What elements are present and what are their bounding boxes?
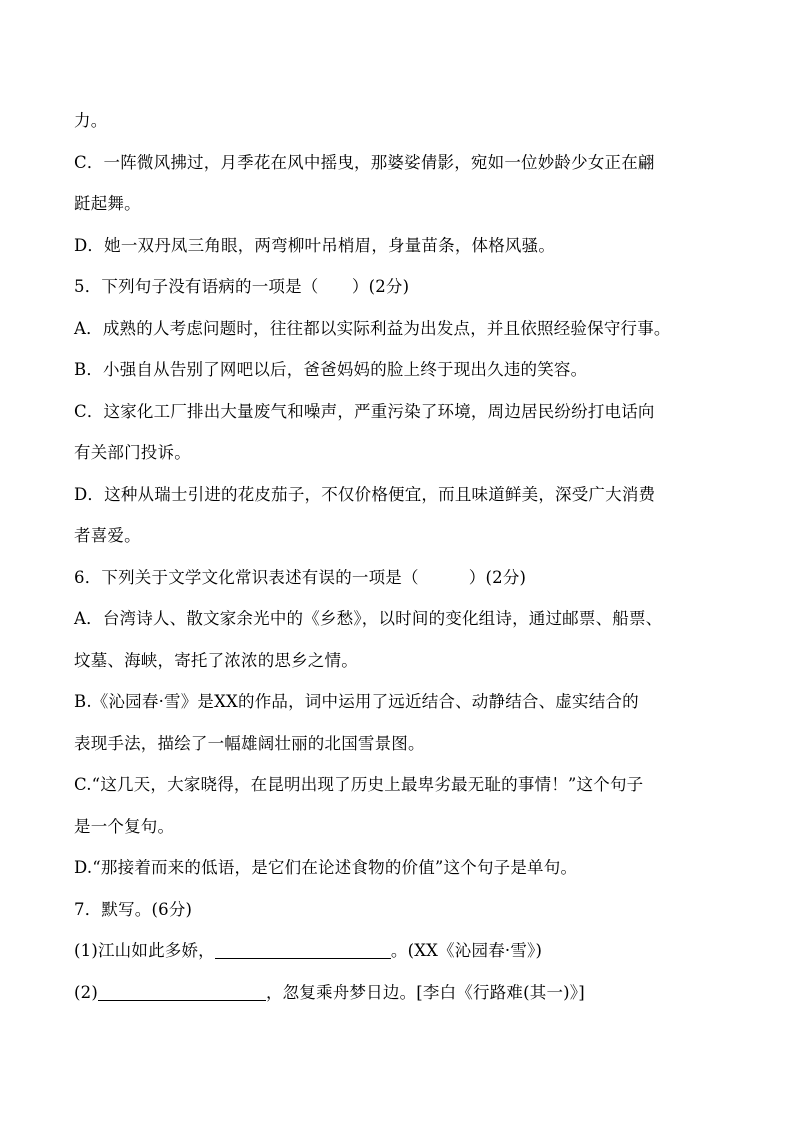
text-line: 表现手法，描绘了一幅雄阔壮丽的北国雪景图。 — [74, 733, 425, 753]
option-c-q6: C.“这几天，大家晓得，在昆明出现了历史上最卑劣最无耻的事情！”这个句子 — [74, 775, 644, 794]
text-line: 力。 — [74, 111, 108, 130]
text-line: 是一个复句。 — [74, 816, 175, 836]
option-d-q4: D．她一双丹凤三角眼，两弯柳叶吊梢眉，身量苗条，体格风骚。 — [74, 235, 556, 255]
text-line: 有关部门投诉。 — [74, 443, 191, 462]
question-7: 7．默写。(6分) — [74, 899, 193, 919]
text-line: 者喜爱。 — [74, 526, 141, 545]
option-b-q5: B．小强自从告别了网吧以后，爸爸妈妈的脸上终于现出久违的笑容。 — [74, 360, 588, 379]
fill-in-prefix: (2) — [74, 982, 98, 1002]
text-line: 坟墓、海峡，寄托了浓浓的思乡之情。 — [74, 650, 358, 670]
fill-in-suffix: ，忽复乘舟梦日边。[李白《行路难(其一)》] — [265, 982, 585, 1002]
fill-in-suffix: 。(XX《沁园春·雪》) — [390, 941, 543, 960]
document-page — [74, 100, 734, 1013]
fill-in-prefix: (1)江山如此多娇， — [74, 941, 215, 960]
question-6: 6．下列关于文学文化常识表述有误的一项是（ ）(2分) — [74, 567, 527, 587]
option-c-q5: C．这家化工厂排出大量废气和噪声，严重污染了环境，周边居民纷纷打电话向 — [74, 401, 655, 421]
text-line: 跹起舞。 — [74, 194, 141, 213]
answer-blank[interactable] — [215, 940, 391, 959]
option-a-q5: A．成熟的人考虑问题时，往往都以实际利益为出发点，并且依照经验保守行事。 — [74, 318, 671, 338]
question-5: 5．下列句子没有语病的一项是（ ）(2分) — [74, 277, 410, 296]
fill-in-item-1 — [74, 930, 734, 972]
option-d-q5: D．这种从瑞士引进的花皮茄子，不仅价格便宜，而且味道鲜美，深受广大消费 — [74, 484, 656, 504]
answer-blank[interactable] — [98, 982, 266, 1001]
option-a-q6: A．台湾诗人、散文家余光中的《乡愁》，以时间的变化组诗，通过邮票、船票、 — [74, 609, 663, 628]
fill-in-item-2 — [74, 972, 734, 1014]
option-d-q6: D.“那接着而来的低语，是它们在论述食物的价值”这个句子是单句。 — [74, 858, 578, 877]
option-b-q6: B.《沁园春·雪》是XX的作品，词中运用了远近结合、动静结合、虚实结合的 — [74, 692, 639, 711]
option-c-q4: C．一阵微风拂过，月季花在风中摇曳，那婆娑倩影，宛如一位妙龄少女正在翩 — [74, 152, 655, 172]
